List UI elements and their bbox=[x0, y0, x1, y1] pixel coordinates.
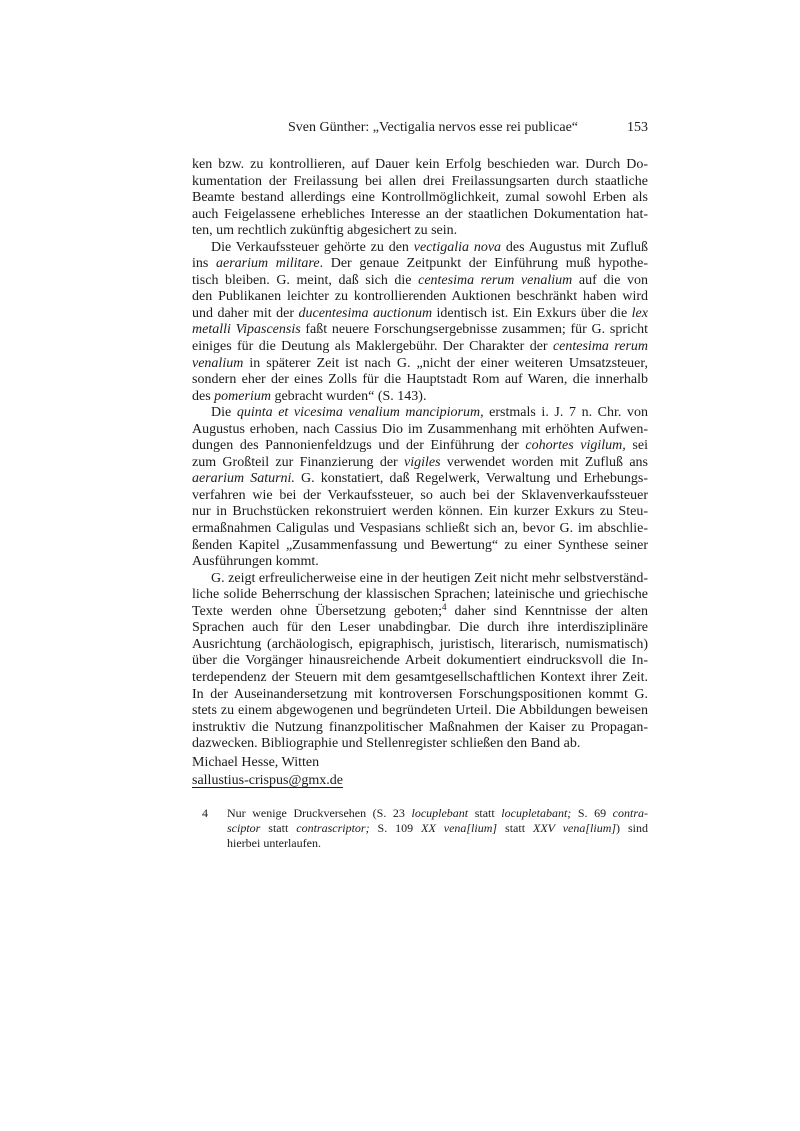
italic-run: aerarium Saturni. bbox=[192, 471, 295, 487]
text-run: liche solide Beherrschung der klassischen Sprachen; lateinische und griechische bbox=[192, 587, 648, 603]
italic-run: centesima rerum venalium bbox=[418, 272, 573, 288]
text-run: verfahren wie bei der Verkaufssteuer, so auch bei der Sklavenverkaufssteuer bbox=[192, 487, 648, 503]
text-run: ) sind bbox=[616, 821, 648, 835]
text-line bbox=[192, 620, 648, 637]
text-run: stets zu einem abgewogenen und begründeten Urteil. Die Abbildungen beweisen bbox=[192, 703, 648, 719]
text-line bbox=[192, 422, 648, 439]
text-line bbox=[192, 223, 648, 240]
text-line bbox=[192, 207, 648, 224]
text-run: G. zeigt erfreulicherweise eine in der heutigen Zeit nicht mehr selbstverständ- bbox=[211, 570, 648, 586]
text-line bbox=[192, 339, 648, 356]
text-line bbox=[192, 521, 648, 538]
text-run: ten, um rechtlich zukünftig abgesichert zu sein. bbox=[192, 223, 458, 239]
text-run: ins bbox=[192, 256, 216, 272]
text-line bbox=[192, 554, 648, 571]
italic-run: vigiles bbox=[404, 454, 441, 470]
page-number: 153 bbox=[627, 120, 648, 135]
text-line bbox=[192, 256, 648, 273]
text-run: ken bzw. zu kontrollieren, auf Dauer kein Erfolg beschieden war. Durch Do- bbox=[192, 157, 648, 172]
italic-run: venalium bbox=[192, 355, 244, 371]
text-run: des Augustus mit Zufluß bbox=[501, 239, 648, 255]
text-run: zum Großteil zur Finanzierung der bbox=[192, 454, 405, 470]
text-run: Die bbox=[211, 405, 237, 421]
text-run: gebracht wurden“ (S. 143). bbox=[270, 388, 427, 404]
text-run: statt bbox=[497, 821, 533, 835]
paragraph bbox=[192, 157, 648, 240]
italic-run: ducentesima auctionum bbox=[298, 305, 433, 321]
text-run: statt bbox=[468, 806, 502, 820]
text-run: hierbei unterlaufen. bbox=[227, 836, 321, 850]
review-body bbox=[192, 157, 648, 753]
text-line bbox=[227, 806, 648, 821]
text-line bbox=[192, 736, 648, 753]
italic-run: XXV vena[lium] bbox=[532, 821, 617, 835]
text-line bbox=[192, 637, 648, 654]
text-run: S. 69 bbox=[571, 806, 613, 820]
text-line bbox=[192, 488, 648, 505]
text-run: In der Auseinandersetzung mit kontroversen Forschungspositionen kommt G. bbox=[192, 686, 648, 702]
text-run: verwendet worden mit Zufluß ans bbox=[440, 454, 648, 470]
text-run: des bbox=[192, 388, 215, 404]
text-run: tisch bleiben. G. meint, daß sich die bbox=[192, 272, 419, 288]
text-run: Texte werden ohne Übersetzung geboten; bbox=[192, 603, 443, 619]
italic-run: XX vena[lium] bbox=[421, 821, 498, 835]
text-line bbox=[192, 670, 648, 687]
paragraph bbox=[192, 571, 648, 753]
text-line bbox=[192, 687, 648, 704]
running-header bbox=[192, 119, 648, 137]
text-line bbox=[192, 504, 648, 521]
italic-run: aerarium militare bbox=[216, 256, 320, 272]
italic-run: pomerium bbox=[214, 388, 271, 404]
text-run: dazwecken. Bibliographie und Stellenregister schließen den Band ab. bbox=[192, 736, 581, 752]
text-run: ßenden Kapitel „Zusammenfassung und Bewertung“ zu einer Synthese seiner bbox=[192, 537, 648, 553]
text-line bbox=[192, 240, 648, 257]
text-run: und daher mit der bbox=[192, 305, 299, 321]
text-run: erstmals i. J. 7 n. Chr. von bbox=[483, 405, 649, 421]
italic-run: lex bbox=[631, 305, 648, 321]
text-line bbox=[192, 356, 648, 373]
text-run: den Publikanen leichter zu kontrollierenden Auktionen beschränkt haben wird bbox=[192, 289, 648, 305]
text-line bbox=[192, 653, 648, 670]
italic-run: quinta et vicesima venalium mancipiorum, bbox=[236, 405, 484, 421]
text-run: Ausführungen kommt. bbox=[192, 554, 319, 570]
text-line bbox=[227, 836, 648, 851]
text-run: sondern eher der eines Zolls für die Hauptstadt Rom auf Waren, die innerhalb bbox=[192, 372, 648, 388]
text-run: Sprachen auch für den Leser unabdingbar. Die durch ihre interdisziplinäre bbox=[192, 620, 648, 636]
text-line bbox=[192, 190, 648, 207]
italic-run: contrascriptor; bbox=[296, 821, 370, 835]
text-run: instruktiv die Nutzung finanzpolitischer Maßnahmen der Kaiser zu Propagan- bbox=[192, 719, 648, 735]
text-line bbox=[192, 455, 648, 472]
text-run: G. konstatiert, daß Regelwerk, Verwaltung und Erhebungs- bbox=[294, 471, 648, 487]
italic-run: cohortes vigilum, bbox=[525, 438, 626, 454]
text-run: Die Verkaufssteuer gehörte zu den bbox=[211, 239, 414, 255]
text-run: Ausrichtung (archäologisch, epigraphisch, juristisch, literarisch, numismatisch) bbox=[192, 636, 648, 652]
text-line bbox=[192, 157, 648, 174]
italic-run: sciptor bbox=[227, 821, 261, 835]
text-line bbox=[192, 538, 648, 555]
paragraph bbox=[192, 240, 648, 405]
footnote-ref: 4 bbox=[442, 601, 447, 612]
text-run: Beamte bestand allerdings eine Kontrollmöglichkeit, zumal sowohl Erben als bbox=[192, 190, 648, 206]
text-run: statt bbox=[260, 821, 297, 835]
italic-run: locuplebant bbox=[411, 806, 469, 820]
text-run: Nur wenige Druckversehen (S. 23 bbox=[227, 806, 412, 820]
italic-run: locupletabant; bbox=[501, 806, 572, 820]
text-line bbox=[192, 174, 648, 191]
text-line bbox=[192, 372, 648, 389]
italic-run: contra- bbox=[612, 806, 648, 820]
italic-run: metalli Vipascensis bbox=[192, 322, 301, 338]
text-run: in späterer Zeit ist nach G. „nicht der einer weiteren Umsatzsteuer, bbox=[243, 355, 648, 371]
italic-run: vectigalia nova bbox=[413, 239, 502, 255]
signature bbox=[192, 754, 343, 790]
text-line bbox=[192, 601, 648, 621]
text-line bbox=[192, 703, 648, 720]
text-line bbox=[192, 571, 648, 588]
text-line bbox=[192, 306, 648, 323]
text-run: sei bbox=[625, 438, 648, 454]
text-run: auf die von bbox=[572, 272, 649, 288]
text-line bbox=[227, 821, 648, 836]
text-run: S. 109 bbox=[369, 821, 422, 835]
text-run: . Der genaue Zeitpunkt der Einführung muß hypothe- bbox=[319, 256, 649, 272]
text-run: identisch ist. Ein Exkurs über die bbox=[432, 305, 632, 321]
footnote-number: 4 bbox=[202, 806, 208, 820]
text-line bbox=[192, 438, 648, 455]
footnote-text bbox=[227, 806, 648, 851]
text-run: kumentation der Freilassung bei allen drei Freilassungsarten durch staatliche bbox=[192, 173, 648, 189]
text-line bbox=[192, 289, 648, 306]
text-line bbox=[192, 720, 648, 737]
text-line bbox=[192, 273, 648, 290]
text-run: Augustus erhoben, nach Cassius Dio im Zusammenhang mit erhöhten Aufwen- bbox=[192, 421, 648, 437]
text-run: über die Vorgänger hinausreichende Arbeit dokumentiert eindrucksvoll die In- bbox=[192, 653, 648, 669]
text-run: terdependenz der Steuern mit dem gesamtgesellschaftlichen Kontext ihrer Zeit. bbox=[192, 669, 648, 685]
text-run: einiges für die Deutung als Maklergebühr. Der Charakter der bbox=[192, 339, 553, 355]
text-line bbox=[192, 322, 648, 339]
text-run: dungen des Pannonienfeldzugs und der Einführung der bbox=[192, 438, 526, 454]
text-run: faßt neuere Forschungsergebnisse zusammen; für G. spricht bbox=[300, 322, 648, 338]
text-line bbox=[192, 471, 648, 488]
text-run: nur in Bruchstücken rekonstruiert werden können. Ein kurzer Exkurs zu Steu- bbox=[192, 504, 648, 520]
text-run: auch Feigelassene erhebliches Interesse an der staatlichen Dokumentation hat- bbox=[192, 206, 648, 222]
author-email-link[interactable]: sallustius-crispus@gmx.de bbox=[192, 773, 343, 788]
text-run: daher sind Kenntnisse der alten bbox=[446, 603, 648, 619]
text-line bbox=[192, 587, 648, 604]
text-line bbox=[192, 389, 648, 406]
text-line bbox=[192, 405, 648, 422]
paragraph bbox=[192, 405, 648, 570]
text-run: ermaßnahmen Caligulas und Vespasians schließt sich an, bevor G. im abschlie- bbox=[192, 521, 648, 537]
author-name: Michael Hesse, Witten bbox=[192, 755, 320, 770]
running-title: Sven Günther: „Vectigalia nervos esse rei publicae“ bbox=[288, 120, 579, 135]
italic-run: centesima rerum bbox=[552, 339, 648, 355]
